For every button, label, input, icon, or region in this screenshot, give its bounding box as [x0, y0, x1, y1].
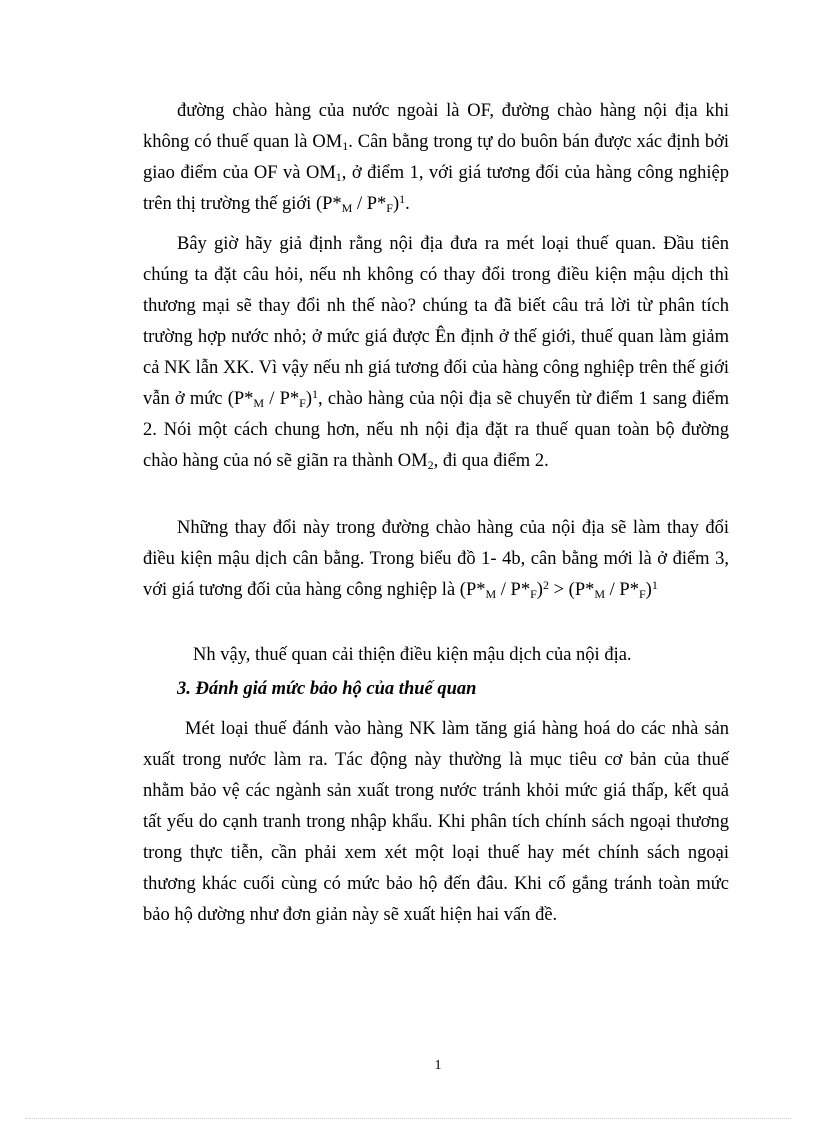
superscript: 1	[312, 387, 319, 401]
text-run: )	[536, 580, 543, 600]
text-run: )	[305, 389, 313, 409]
section-heading: 3. Đánh giá mức bảo hộ của thuế quan	[177, 679, 477, 699]
subscript: M	[253, 396, 265, 410]
text-run: đường chào hàng của nước ngoài là OF, đường chào hàng nội địa khi không có thuế quan là OM	[143, 101, 729, 152]
text-run: , đi qua điểm 2.	[433, 451, 549, 471]
text-run: > (P*	[548, 580, 595, 600]
subscript: F	[530, 587, 537, 601]
subscript: F	[299, 396, 306, 410]
text-run: / P*	[352, 194, 387, 214]
subscript: F	[386, 201, 393, 215]
paragraph-conclusion: Nh vậy, thuế quan cải thiện điều kiện mậu dịch của nội địa.	[193, 645, 632, 665]
subscript: 2	[427, 458, 434, 472]
text-run: )	[392, 194, 400, 214]
subscript: M	[594, 587, 606, 601]
text-run: . Cân bằng trong tự do buôn bán được xác định bởi giao điểm của OF và OM	[143, 132, 729, 183]
subscript: F	[638, 587, 646, 601]
paragraph-tariff-assumption	[143, 229, 729, 477]
paragraph-terms-of-trade-change	[143, 513, 729, 606]
text-run: / P*	[264, 389, 300, 409]
paragraph-offer-curves	[143, 96, 729, 220]
text-run: Bây giờ hãy giả định rằng nội địa đưa ra mét loại thuế quan. Đầu tiên chúng ta đặt câu hỏi, nếu nh không có thay đổi trong điều kiện mậu dịch thì thương mại sẽ thay đổi nh thế nào? chúng ta đã biết câu trả lời từ phân tích trường hợp nước nhỏ; ở mức giá được Ên định ở thế giới, thuế quan làm giảm cả NK lẫn XK. Vì vậy nếu nh giá tương đối của hàng công nghiệp trên thế giới vẫn ở mức (P*	[143, 234, 729, 409]
superscript: 1	[651, 578, 658, 592]
subscript: 1	[342, 139, 349, 153]
text-run: , ở điểm 1, với giá tương đối của hàng công nghiệp trên thị trường thế giới (P*	[143, 163, 729, 214]
paragraph-protection-level: Mét loại thuế đánh vào hàng NK làm tăng giá hàng hoá do các nhà sản xuất trong nước làm ra. Tác động này thường là mục tiêu cơ bản của thuế nhằm bảo vệ các ngành sản xuất trong nước tránh khỏi mức giá thấp, kết quả tất yếu do cạnh tranh trong nhập khẩu. Khi phân tích chính sách ngoại thương trong thực tiễn, cần phải xem xét một loại thuế hay mét chính sách ngoại thương khác cuối cùng có mức bảo hộ đến đâu. Khi cố gắng tránh toàn mức bảo hộ dường như đơn giản này sẽ xuất hiện hai vấn đề.	[143, 719, 729, 925]
text-run: Những thay đổi này trong đường chào hàng của nội địa sẽ làm thay đổi điều kiện mậu dịch cân bằng. Trong biểu đồ 1- 4b, cân bằng mới là ở điểm 3, với giá tương đối của hàng công nghiệp là (P*	[143, 518, 729, 600]
subscript: 1	[335, 170, 342, 184]
text-run: , chào hàng của nội địa sẽ chuyển từ điểm 1 sang điểm 2. Nói một cách chung hơn, nếu nh nội địa đặt ra thuế quan toàn bộ đường chào hàng của nó sẽ giãn ra thành OM	[143, 389, 729, 471]
text-run: / P*	[496, 580, 531, 600]
page-bottom-divider	[25, 1118, 791, 1119]
text-run: .	[405, 194, 410, 214]
superscript: 2	[542, 578, 549, 592]
text-run: / P*	[605, 580, 639, 600]
subscript: M	[485, 587, 497, 601]
page-number: 1	[434, 1058, 442, 1073]
text-run: )	[645, 580, 652, 600]
subscript: M	[341, 201, 353, 215]
superscript: 1	[399, 192, 406, 206]
